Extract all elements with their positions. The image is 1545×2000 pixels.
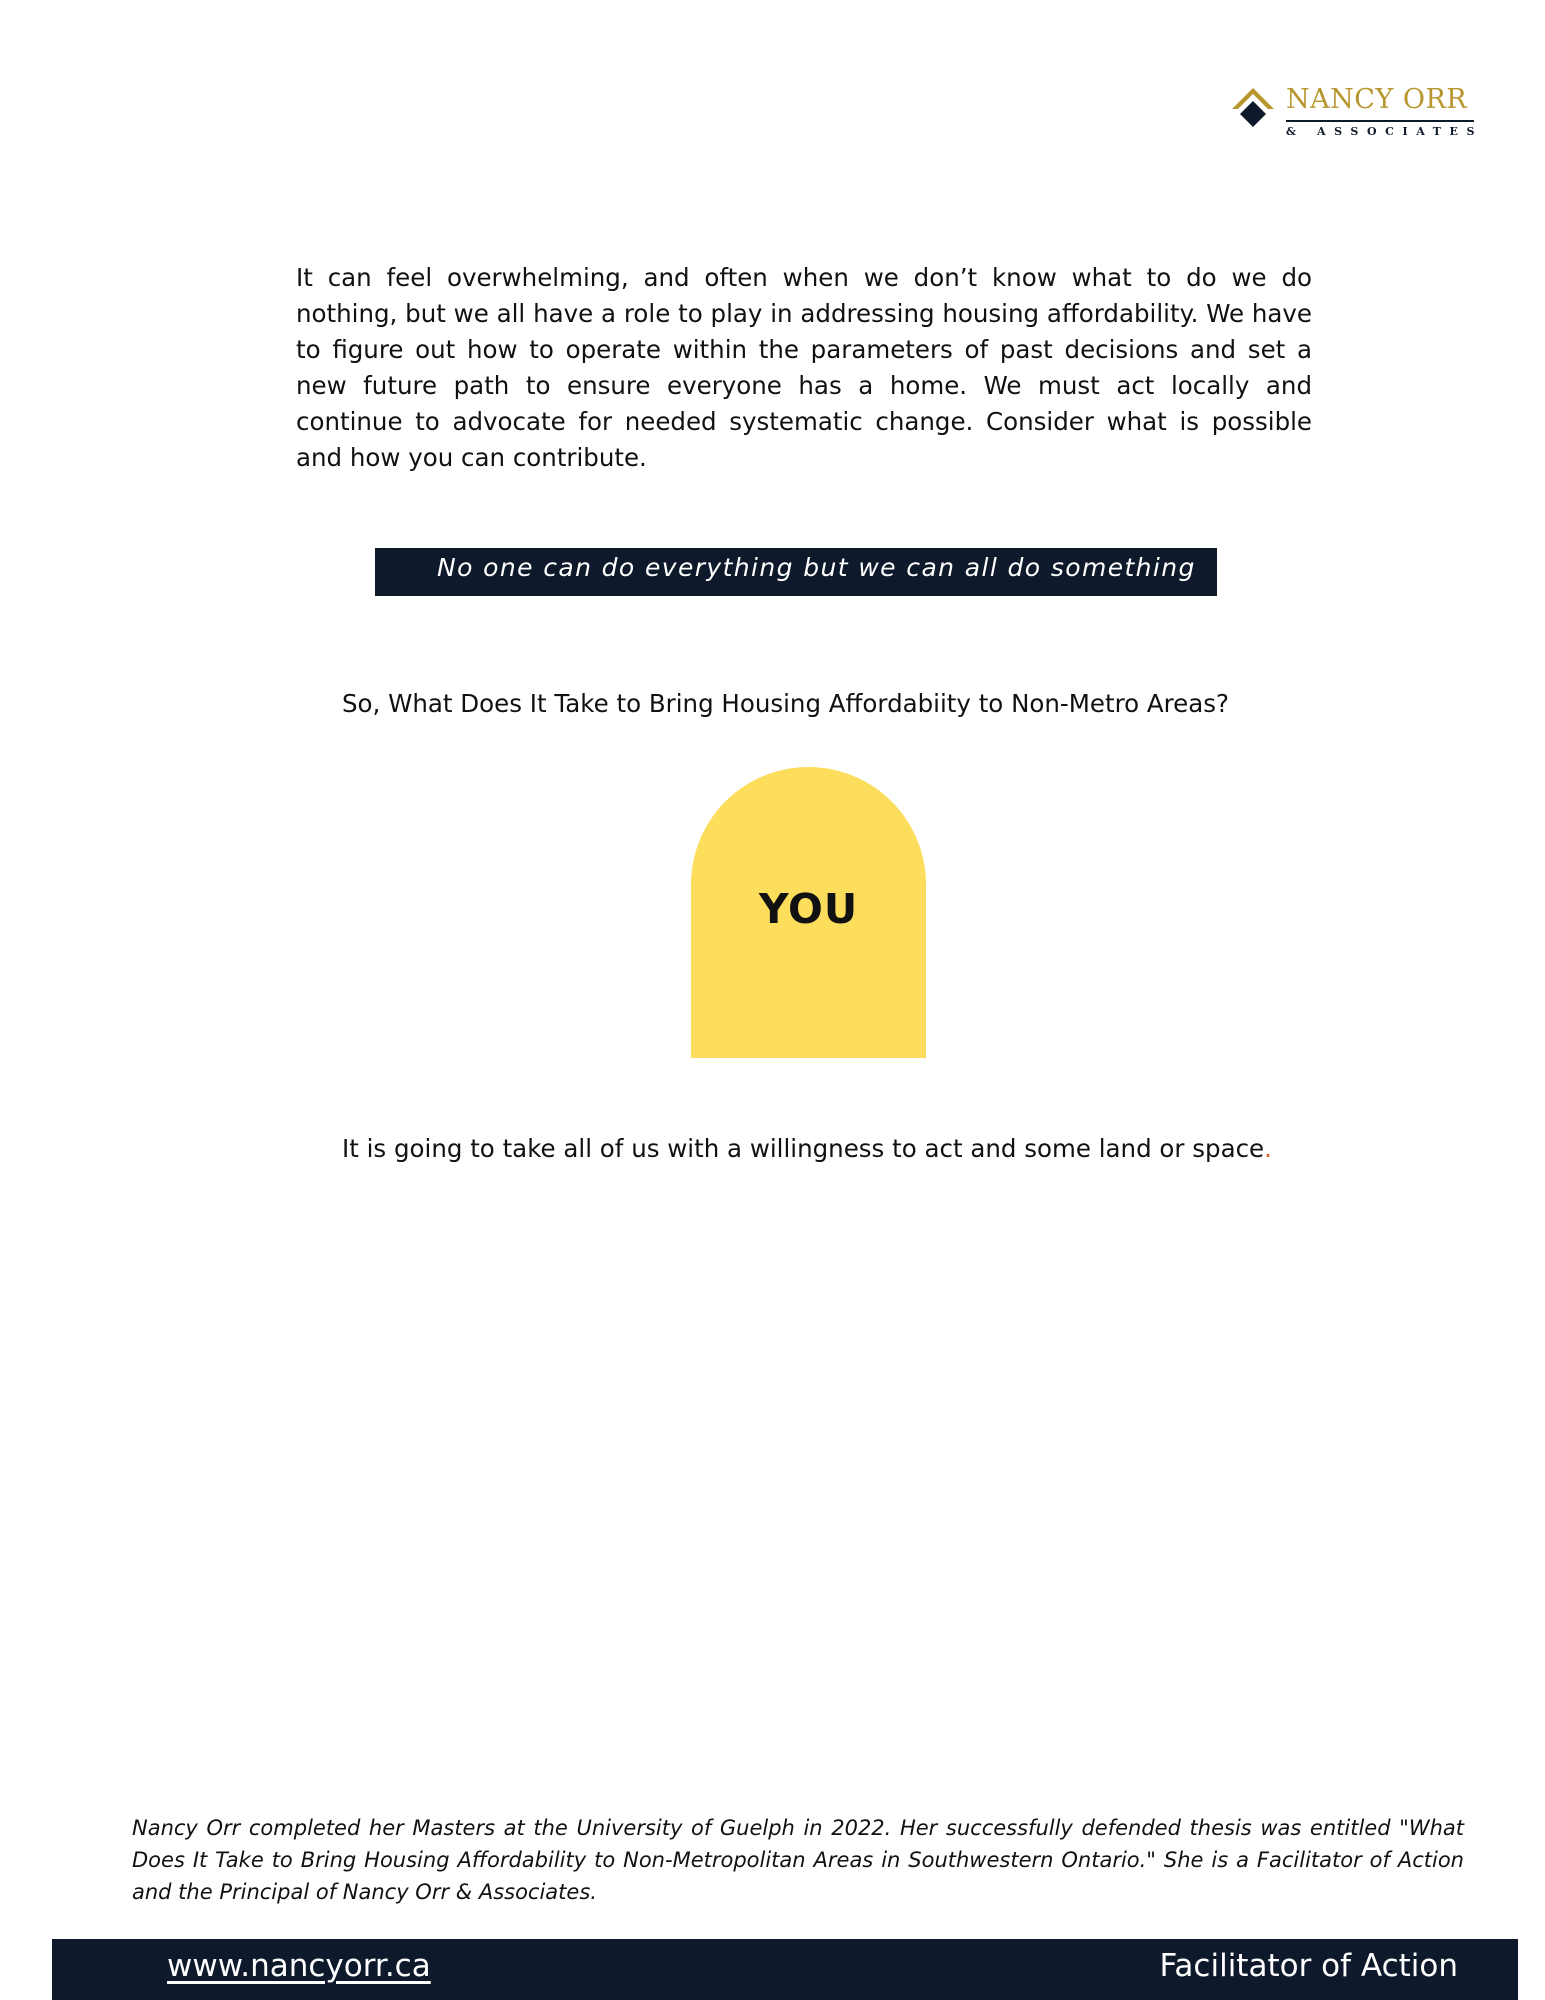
intro-paragraph: It can feel overwhelming, and often when we don’t know what to do we do nothing, but we all have a role to play in addressing housing affordability. We have to figure out how to operate within the parameters of past decisions and set a new future path to ensure everyone has a home. We must act locally and continue to advocate for needed systematic change. Consider what is possible and how you can contribute. [296, 263, 1312, 472]
arch-label: YOU [758, 885, 859, 933]
company-logo [1228, 84, 1484, 146]
quote-text: No one can do everything but we can all do something [437, 553, 1196, 582]
diamond-logo-icon [1228, 84, 1278, 134]
logo-name: NANCY ORR [1286, 84, 1468, 115]
quote-banner [375, 548, 1217, 596]
website-link[interactable]: www.nancyorr.ca [167, 1948, 431, 1984]
closing-statement [342, 1131, 1272, 1167]
closing-period: . [1264, 1134, 1272, 1163]
footer-bar [52, 1939, 1518, 2000]
closing-text: It is going to take all of us with a willingness to act and some land or space [342, 1134, 1265, 1163]
footer-tagline: Facilitator of Action [1159, 1948, 1458, 1984]
question-heading: So, What Does It Take to Bring Housing Affordabiity to Non-Metro Areas? [342, 689, 1230, 718]
logo-divider [1286, 120, 1474, 122]
logo-subtitle: & ASSOCIATES [1286, 125, 1484, 138]
author-bio: Nancy Orr completed her Masters at the University of Guelph in 2022. Her successfully defended thesis was entitled "What Does It Take to Bring Housing Affordability to Non-Metropolitan Areas in Southwestern Ontario." She is a Facilitator of Action and the Principal of Nancy Orr & Associates. [132, 1816, 1464, 1904]
you-arch-shape [691, 767, 926, 1058]
